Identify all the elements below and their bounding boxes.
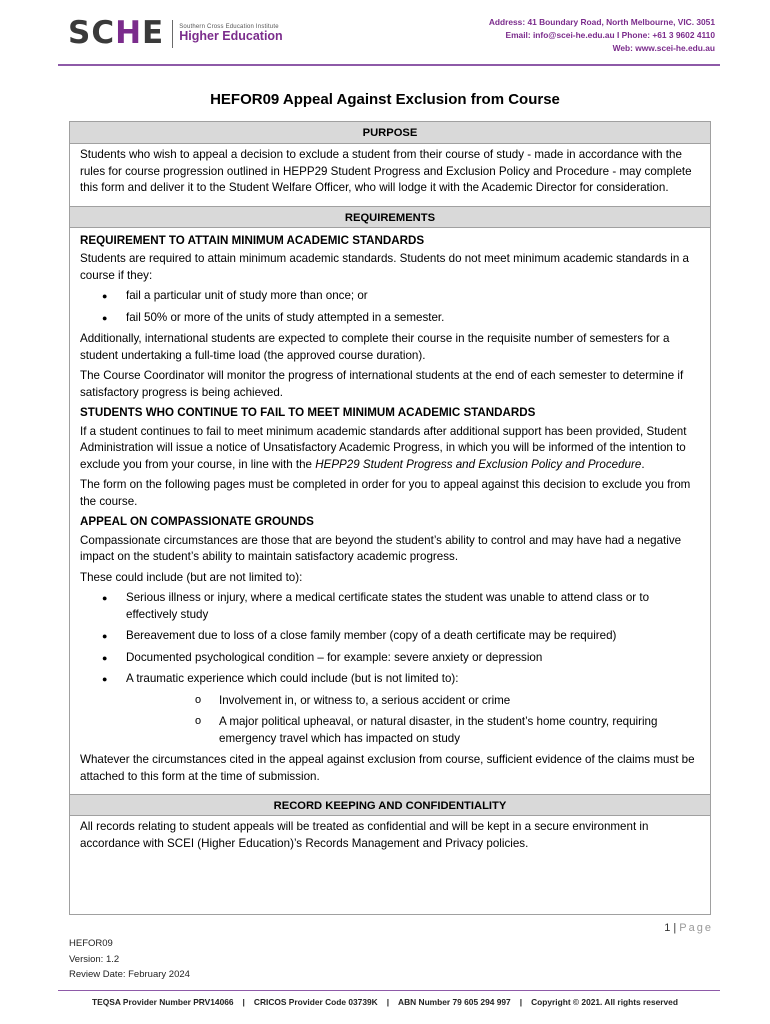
sub-list-item: o Involvement in, or witness to, a serious accident or crime — [126, 693, 700, 710]
document-code: HEFOR09 — [69, 938, 113, 949]
records-section — [70, 816, 710, 861]
abn-number: ABN Number 79 605 294 997 — [398, 997, 511, 1007]
footer-divider — [58, 990, 720, 991]
document-title: HEFOR09 Appeal Against Exclusion from Course — [210, 91, 560, 108]
logo-higher-education: Higher Education — [179, 28, 283, 43]
policy-reference: HEPP29 Student Progress and Exclusion Policy and Procedure — [315, 457, 642, 471]
footer-separator: | — [519, 997, 523, 1007]
contact-block — [489, 16, 715, 55]
paragraph — [80, 424, 700, 474]
header-divider — [58, 64, 720, 66]
logo-mark-sc: SC — [68, 15, 116, 51]
paragraph: Additionally, international students are expected to complete their course in the requisite number of semesters for a student undertaking a full-time load (the approved course duration). — [80, 332, 670, 362]
purpose-section — [70, 144, 710, 206]
records-text: All records relating to student appeals will be treated as confidential and will be kept in a secure environment in accordance with SCEI (Higher Education)’s Records Management and Privacy policies. — [80, 820, 649, 850]
logo-mark-e: E — [142, 15, 165, 51]
page-header — [0, 0, 770, 70]
contact-line: Email: info@scei-he.edu.au I Phone: +61 3 9602 4110 — [505, 30, 715, 40]
copyright: Copyright © 2021. All rights reserved — [531, 997, 678, 1007]
logo-mark-h: H — [115, 15, 143, 51]
bullet-list — [80, 590, 700, 747]
sub-bullet-list — [126, 693, 700, 748]
page-separator: | — [673, 922, 677, 934]
footer-separator: | — [386, 997, 390, 1007]
page-footer — [0, 997, 770, 1007]
logo-institute-name: Southern Cross Education Institute — [179, 23, 279, 30]
list-item-text: A traumatic experience which could include (but is not limited to): — [126, 672, 459, 685]
list-item: ● Serious illness or injury, where a medical certificate states the student was unable to attend class or to effectively study — [80, 590, 700, 623]
requirements-heading: REQUIREMENTS — [70, 206, 710, 228]
address-line: Address: 41 Boundary Road, North Melbourne, VIC. 3051 — [488, 17, 715, 27]
paragraph: These could include (but are not limited to): — [80, 570, 303, 584]
content-table — [69, 121, 711, 915]
list-item — [80, 671, 700, 747]
subheading-compassionate-grounds: APPEAL ON COMPASSIONATE GROUNDS — [80, 515, 314, 528]
list-item: ● fail a particular unit of study more than once; or — [80, 288, 700, 305]
requirements-section — [70, 228, 710, 795]
purpose-heading: PURPOSE — [70, 122, 710, 144]
logo-text — [179, 24, 282, 44]
cricos-code: CRICOS Provider Code 03739K — [253, 997, 378, 1007]
footer-separator: | — [242, 997, 245, 1007]
paragraph: The Course Coordinator will monitor the progress of international students at the end of each semester to determine if satisfactory progress is being achieved. — [80, 369, 684, 399]
document-version: Version: 1.2 — [69, 953, 120, 965]
list-item: ● Documented psychological condition – for example: severe anxiety or depression — [80, 650, 700, 667]
page-number — [664, 922, 713, 934]
subheading-continue-to-fail: STUDENTS WHO CONTINUE TO FAIL TO MEET MINIMUM ACADEMIC STANDARDS — [80, 406, 536, 419]
page-label: Page — [679, 922, 713, 934]
sub-list-item: o A major political upheaval, or natural disaster, in the student’s home country, requiring emergency travel which has impacted on study — [126, 714, 700, 747]
logo-divider — [172, 20, 173, 48]
paragraph-text: If a student continues to fail to meet minimum academic standards after additional support has been provided, Student Administration will issue a notice of Unsatisfactory Academic Progress, in which you will be informed of the intention to exclude you from your course, in line with the — [80, 424, 687, 471]
review-date: Review Date: February 2024 — [69, 969, 190, 980]
subheading-minimum-standards: REQUIREMENT TO ATTAIN MINIMUM ACADEMIC STANDARDS — [80, 233, 425, 247]
purpose-text: Students who wish to appeal a decision to exclude a student from their course of study - made in accordance with the rules for course progression outlined in HEPP29 Student Progress and Exclusion Policy and Procedure - may complete this form and deliver it to the Student Welfare Officer, who will lodge it with the Academic Director for consideration. — [80, 148, 692, 194]
paragraph: Compassionate circumstances are those that are beyond the student’s ability to control and may have had a negative impact on the student’s ability to maintain satisfactory academic progress. — [80, 533, 682, 563]
paragraph: Students are required to attain minimum academic standards. Students do not meet minimum academic standards in a course if they: — [80, 252, 689, 282]
list-item: ● fail 50% or more of the units of study attempted in a semester. — [80, 310, 700, 327]
paragraph: The form on the following pages must be completed in order for you to appeal against this decision to exclude you from the course. — [80, 478, 691, 508]
logo-mark — [68, 15, 165, 51]
paragraph-end: . — [641, 457, 645, 471]
web-line: Web: www.scei-he.edu.au — [612, 43, 715, 53]
records-heading: RECORD KEEPING AND CONFIDENTIALITY — [70, 794, 710, 816]
scei-logo — [68, 15, 283, 51]
bullet-list — [80, 288, 700, 326]
teqsa-number: TEQSA Provider Number PRV14066 — [92, 997, 234, 1007]
document-info — [69, 936, 190, 983]
list-item: ● Bereavement due to loss of a close family member (copy of a death certificate may be required) — [80, 628, 700, 645]
paragraph: Whatever the circumstances cited in the appeal against exclusion from course, sufficient evidence of the claims must be attached to this form at the time of submission. — [80, 753, 695, 783]
page-number-value: 1 — [664, 922, 671, 934]
